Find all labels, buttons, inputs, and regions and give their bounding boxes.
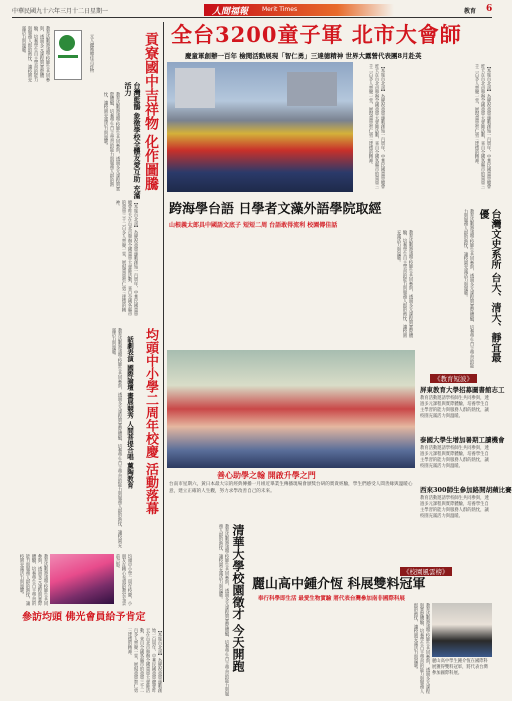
- brand-name: 人間福報: [212, 7, 249, 17]
- taiwanese-body: 教育活動邀請學校師生共同參與，透過多元課程與實際體驗，培養學生自主學習的能力與服務人群的熱忱，讓校園充滿活力與溫暖。: [396, 230, 413, 338]
- liriyan-headline: 麗山高中鍾介恆 科展雙料冠軍: [252, 577, 426, 592]
- history-body: 教育活動邀請學校師生共同參與，透過多元課程與實際體驗，培養學生自主學習的能力與服務人群的熱忱，讓校園充滿活力與溫暖。: [463, 209, 474, 369]
- left-story-subhead: 台灣藍鵲 象徵學校全體友愛互助 充滿活力: [124, 82, 142, 199]
- scouts-photo: [167, 62, 353, 192]
- bottom-left-story: [12, 552, 162, 698]
- logo-caption: 元人總獲總佳吉祥物: [89, 34, 94, 73]
- left-body-col-1: 教育活動邀請學校師生共同參與，透過多元課程與實際體驗，培養學生自主學習的能力與服務人群的熱忱，讓校園充滿活力與溫暖。: [21, 26, 50, 82]
- liriyan-story: [250, 577, 492, 697]
- photo-caption-body: 台南市星期六，黃日本最大宗的經典傳播一月組近畢業生傳播現場會頒獎台研的實貴經驗，學生們感受人間善緣與溫暖心意，建立正確的人生觀，努力求學改善自己的未來。: [169, 482, 413, 494]
- bottom-left-col: 教育活動邀請學校師生共同參與，透過多元課程與實際體驗，培養學生自主學習的能力與服務人群的熱忱，讓校園充滿活力與溫暖。: [19, 554, 48, 606]
- liriyan-body: 教育活動邀請學校師生共同參與，透過多元課程與實際體驗，培養學生自主學習的能力與服務人群的熱忱，讓校園充滿活力與溫暖。: [413, 603, 430, 694]
- school-story-headline: 均頭中小學二周年校慶 活動落幕: [143, 328, 158, 515]
- brand-english: Merit Times: [262, 6, 298, 13]
- bulletin-box: [420, 374, 512, 568]
- liriyan-subhead: 奉行科學即生活 最愛生物實驗 將代表台灣參加南非國際科展: [258, 596, 405, 602]
- left-story: [12, 22, 162, 322]
- school-logo-box: [54, 30, 82, 80]
- school-story-body: 教育活動邀請學校師生共同參與，透過多元課程與實際體驗，培養學生自主學習的能力與服務人群的熱忱，讓校園充滿活力與溫暖。: [111, 328, 122, 548]
- history-story: [420, 205, 500, 370]
- top-story: [167, 20, 492, 202]
- left-body-col-2: 教育活動邀請學校師生共同參與，透過多元課程與實際體驗，培養學生自主學習的能力與服務人群的熱忱，讓校園充滿活力與溫暖。: [103, 92, 120, 191]
- masthead-brand-bar: [204, 4, 394, 16]
- tsinghua-headline: 清華大學校園徵才 今天開跑: [231, 524, 245, 673]
- taiwanese-story: [167, 202, 415, 340]
- section-label: 教育: [464, 8, 477, 15]
- bulletin-item-1-body: 教育活動邀請學校師生共同參與，透過多元課程與實際體驗，培養學生自主學習的能力與服務人群的熱忱，讓校園充滿活力與溫暖。: [420, 396, 489, 419]
- school-photo-caption: 均頭中小學二周年校慶，小朋友在精心布置的教室布景前合影。: [115, 554, 132, 606]
- bulletin-item-2-body: 教育活動邀請學校師生共同參與，透過多元課程與實際體驗，培養學生自主學習的能力與服務人群的熱忱，讓校園充滿活力與溫暖。: [420, 446, 489, 469]
- left-body-col-3: 【本報台北訊】為慶祝童軍運動創始一百周年，中華民國童軍總會昨天在台北市舉辦全國童軍大會師活動，來自全國各縣市的童軍三千二百多人齊聚一堂，展現童軍智仁勇三達德的精神。: [115, 200, 138, 317]
- tsinghua-body: 教育活動邀請學校師生共同參與，透過多元課程與實際體驗，培養學生自主學習的能力與服務人群的熱忱，讓校園充滿活力與溫暖。: [218, 524, 229, 696]
- school-logo-label: [58, 55, 78, 58]
- bottom-left-headline: 參訪均頭 佛光會員給予肯定: [22, 612, 146, 623]
- school-story-subhead: 話劇表演 國際論壇 畫展競秀 人間菩提合唱 薰陶教育: [126, 336, 134, 489]
- tsinghua-story: [167, 520, 247, 698]
- liriyan-portrait: [432, 603, 492, 657]
- taiwanese-subhead: 山根義太郎具中國語文底子 短短二周 台語敢得流利 校園傳佳話: [169, 222, 338, 229]
- left-story-headline: 貢寮國中吉祥物 化作圖騰: [143, 32, 159, 191]
- school-photo: [50, 554, 114, 604]
- bulletin-title: 《教育短波》: [430, 374, 477, 383]
- top-story-body: 【本報台北訊】為慶祝童軍運動創始一百周年，中華民國童軍總會昨天在台北市舉辦全國童軍大會師活動，來自全國各縣市的童軍三千二百多人齊聚一堂，展現童軍智仁勇三達德的精神。: [474, 64, 491, 189]
- photo-caption-title: 善心助學之翰 開啟升學之門: [217, 470, 316, 480]
- students-photo: [167, 350, 415, 468]
- taiwanese-headline: 跨海學台語 日學者文藻外語學院取經: [169, 202, 382, 217]
- bulletin-item-3: 西來300師生參加路開胡蘋比賽: [420, 486, 512, 494]
- liriyan-section-tag: 《校園風雲榜》: [400, 567, 452, 576]
- bulletin-item-3-body: 教育活動邀請學校師生共同參與，透過多元課程與實際體驗，培養學生自主學習的能力與服務人群的熱忱，讓校園充滿活力與溫暖。: [420, 496, 489, 519]
- left-column-rule: [163, 22, 164, 682]
- liriyan-photo-caption: 麗山高中學生鍾介恆在國際科展獲得雙料冠軍，將代表台灣參加國際科展。: [432, 659, 488, 676]
- photo-building: [287, 72, 337, 106]
- history-headline: 台灣文史系所 台大、清大、靜宜最優: [477, 209, 500, 363]
- bottom-left-body: 【本報台北訊】為慶祝童軍運動創始一百周年，中華民國童軍總會昨天在台北市舉辦全國童軍大會師活動，來自全國各縣市的童軍三千二百多人齊聚一堂，展現童軍智仁勇三達德的精神。: [127, 628, 162, 693]
- bulletin-item-1: 屏東教育大學招募圖書館志工: [420, 386, 505, 394]
- top-story-subhead: 慶童軍創辦一百年 檢閱活動展現「智仁勇」三達德精神 世界大露營代表團8月赴英: [185, 52, 422, 60]
- date-line: 中華民國九十六年三月十二日星期一: [12, 8, 109, 15]
- masthead-rule: [12, 17, 492, 18]
- photo-building: [175, 68, 215, 108]
- bulletin-item-2: 泰國大學生增加暑期工讀機會: [420, 436, 505, 444]
- masthead: [12, 4, 492, 18]
- school-story: [12, 328, 162, 550]
- photo-caption-box: [167, 470, 415, 518]
- top-story-caption: 【本報台北訊】為慶祝童軍運動創始一百周年，中華民國童軍總會昨天在台北市舉辦全國童軍大會師活動，來自全國各縣市的童軍三千二百多人齊聚一堂，展現童軍智仁勇三達德的精神。: [368, 64, 385, 189]
- school-logo-icon: [59, 35, 75, 51]
- page-number: 6: [486, 4, 493, 14]
- top-story-headline: 全台3200童子軍 北市大會師: [171, 22, 462, 47]
